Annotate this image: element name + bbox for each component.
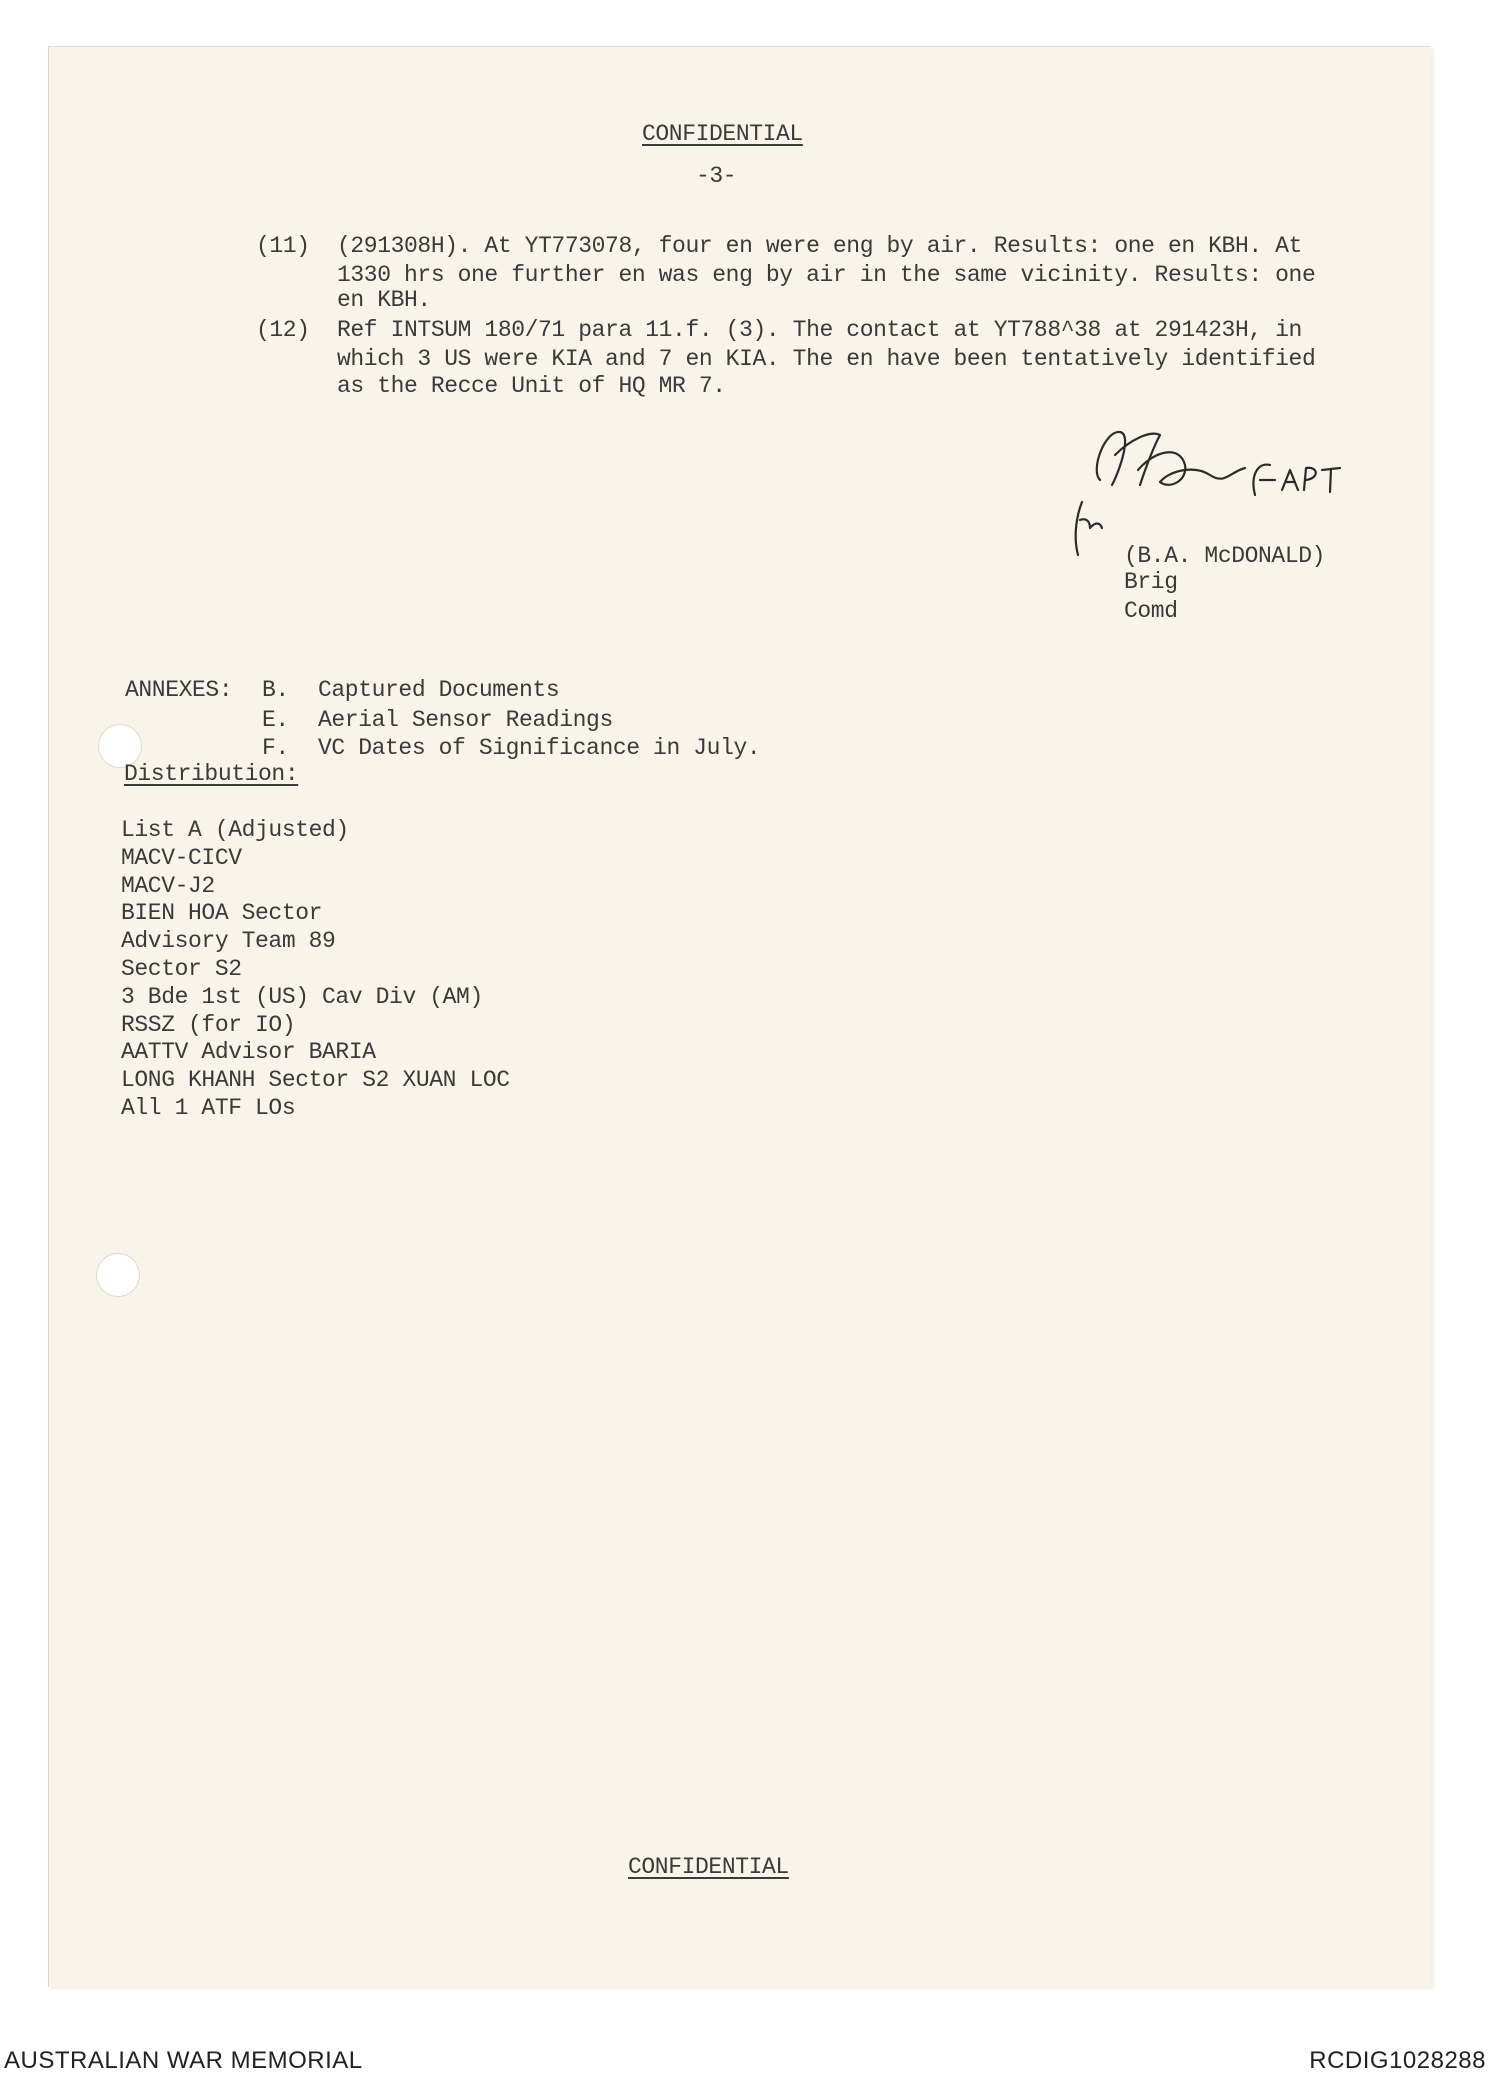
distribution-item: All 1 ATF LOs [121, 1095, 296, 1121]
distribution-item: MACV-CICV [121, 844, 242, 871]
signatory-name: (B.A. McDONALD) [1124, 543, 1326, 569]
distribution-item: MACV-J2 [121, 872, 215, 899]
distribution-item: AATTV Advisor BARIA [121, 1039, 376, 1066]
annex-f-title: VC Dates of Significance in July. [318, 735, 761, 761]
paragraph-11-line-2: 1330 hrs one further en was eng by air in the same vicinity. Results: one [337, 262, 1316, 288]
archive-footer-right: RCDIG1028288 [1309, 2047, 1486, 2074]
signatory-rank: Brig [1124, 569, 1178, 595]
paragraph-number-11: (11) [256, 233, 310, 259]
distribution-item: BIEN HOA Sector [121, 900, 323, 927]
paragraph-number-12: (12) [256, 317, 310, 343]
annexes-label: ANNEXES: [125, 677, 233, 703]
distribution-label: Distribution: [124, 761, 299, 787]
distribution-item: List A (Adjusted) [121, 817, 349, 843]
distribution-item: Advisory Team 89 [121, 928, 336, 955]
annex-b-title: Captured Documents [318, 677, 560, 703]
archive-footer-left: AUSTRALIAN WAR MEMORIAL [4, 2047, 363, 2074]
handwritten-signature [1060, 410, 1360, 560]
annex-b-letter: B. [262, 677, 289, 703]
punch-hole-bottom [96, 1253, 140, 1297]
paragraph-11-line-1: (291308H). At YT773078, four en were eng by air. Results: one en KBH. At [337, 233, 1302, 259]
paragraph-12-line-1: Ref INTSUM 180/71 para 11.f. (3). The contact at YT788^38 at 291423H, in [337, 317, 1302, 343]
distribution-item: RSSZ (for IO) [121, 1011, 296, 1038]
page-number: -3- [696, 163, 737, 189]
annex-e-title: Aerial Sensor Readings [318, 707, 613, 733]
annex-e-letter: E. [262, 707, 289, 733]
paragraph-11-line-3: en KBH. [337, 287, 431, 313]
classification-footer: CONFIDENTIAL [628, 1854, 789, 1880]
paragraph-12-line-3: as the Recce Unit of HQ MR 7. [337, 373, 726, 399]
distribution-item: LONG KHANH Sector S2 XUAN LOC [121, 1067, 510, 1094]
signatory-appointment: Comd [1124, 598, 1178, 624]
annex-f-letter: F. [262, 735, 289, 761]
classification-header: CONFIDENTIAL [642, 121, 803, 147]
paragraph-12-line-2: which 3 US were KIA and 7 en KIA. The en have been tentatively identified [337, 346, 1316, 372]
distribution-item: 3 Bde 1st (US) Cav Div (AM) [121, 983, 483, 1010]
distribution-item: Sector S2 [121, 956, 242, 982]
